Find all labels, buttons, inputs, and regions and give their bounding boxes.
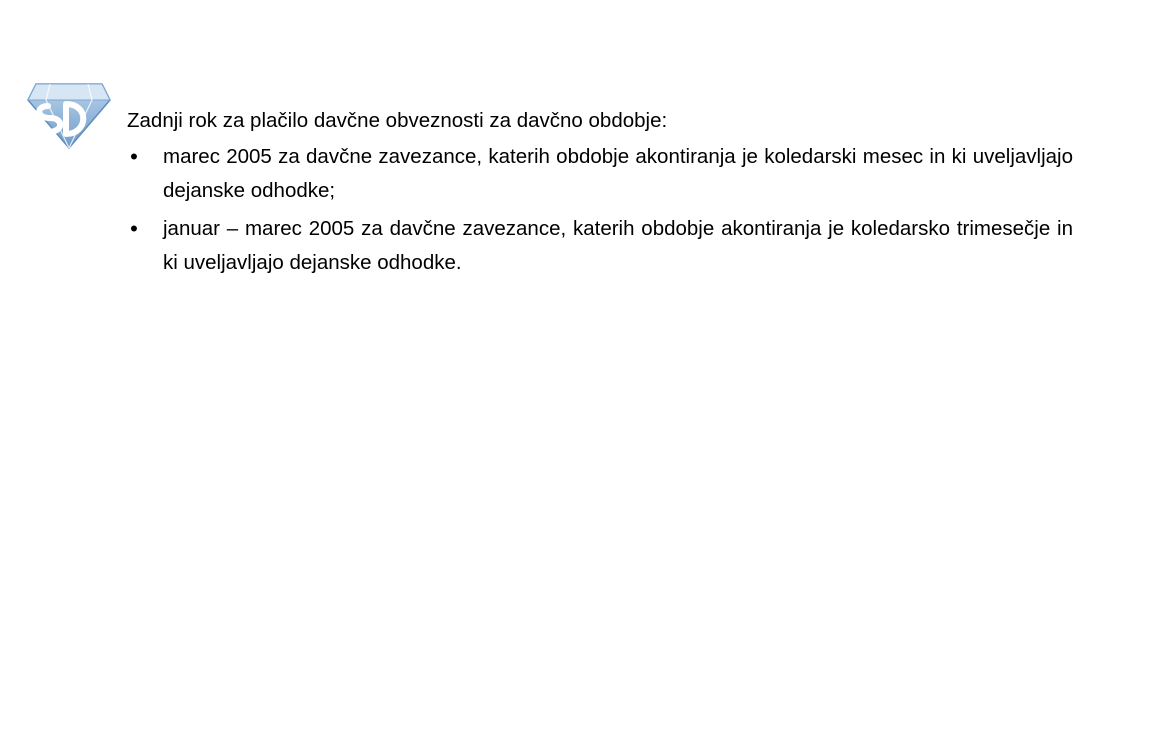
bullet-icon: • [130, 216, 138, 241]
document-body [127, 106, 1073, 284]
sd-diamond-logo-icon [26, 76, 112, 150]
bullet-icon: • [130, 144, 138, 169]
list-item-text: marec 2005 za davčne zavezance, katerih obdobje akontiranja je koledarski mesec in ki uveljavljajo dejanske odhodke; [163, 145, 1073, 202]
list-item [127, 140, 1073, 208]
list-item [127, 212, 1073, 280]
list-item-text: januar – marec 2005 za davčne zavezance, katerih obdobje akontiranja je koledarsko trimesečje in ki uveljavljajo dejanske odhodke. [163, 217, 1073, 274]
intro-paragraph: Zadnji rok za plačilo davčne obveznosti za davčno obdobje: [127, 109, 668, 132]
deadline-list [127, 140, 1073, 280]
